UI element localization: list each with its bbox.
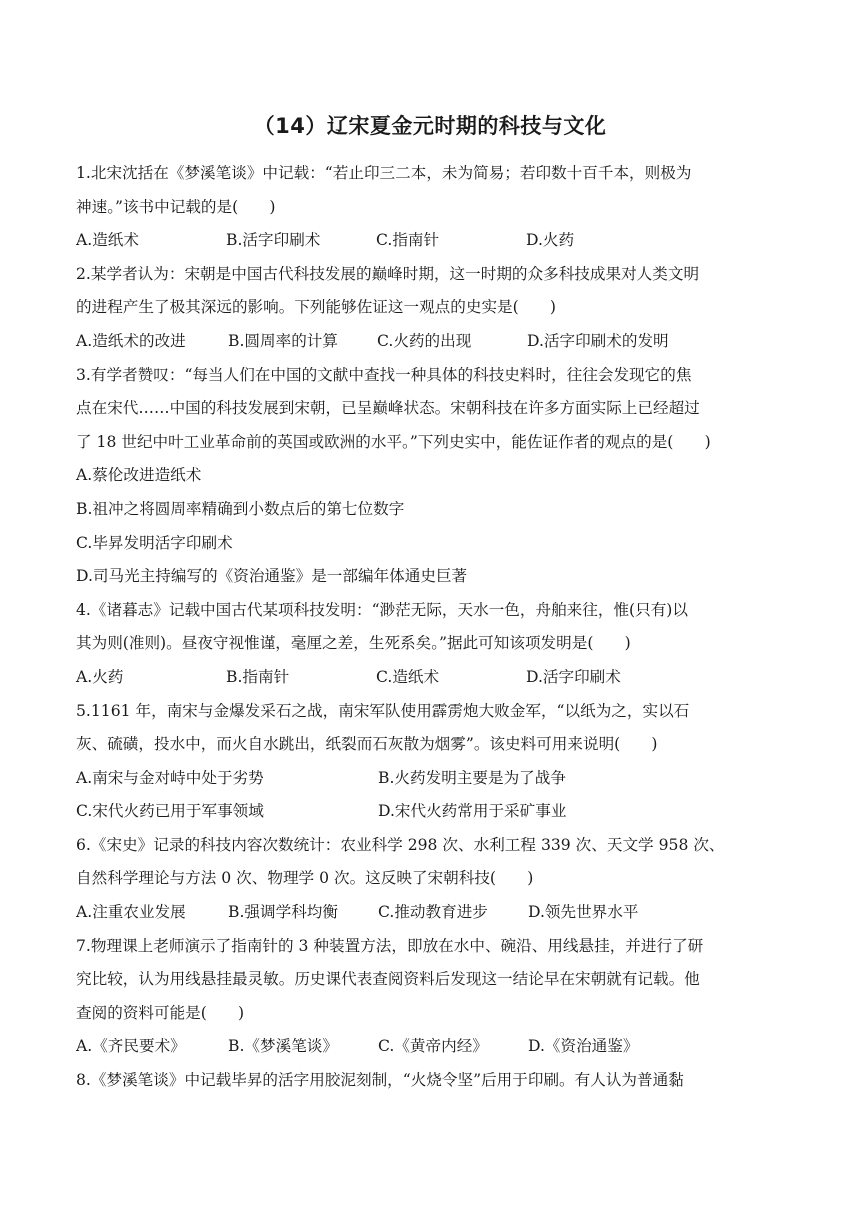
question-7-line-1: 7.物理课上老师演示了指南针的 3 种装置方法，即放在水中、碗沿、用线悬挂，并进行了研 <box>76 936 704 955</box>
question-4-line-2: 其为则(准则)。昼夜守视惟谨，毫厘之差，生死系矣。”据此可知该项发明是( ) <box>76 634 631 653</box>
option-c: C.《黄帝内经》 <box>378 1037 488 1056</box>
option-c: C.指南针 <box>376 231 440 250</box>
question-3-option-a: A.蔡伦改进造纸术 <box>76 466 202 485</box>
option-d: D.活字印刷术的发明 <box>527 331 669 350</box>
option-b: B.《梦溪笔谈》 <box>228 1037 338 1056</box>
question-list <box>76 157 776 1098</box>
option-b: B.火药发明主要是为了战争 <box>378 768 566 787</box>
question-8-line-1: 8.《梦溪笔谈》中记载毕昇的活字用胶泥刻制，“火烧令坚”后用于印刷。有人认为普通黏 <box>76 1071 684 1090</box>
option-a: A.造纸术的改进 <box>76 331 186 350</box>
question-4-line-1: 4.《诸暮志》记载中国古代某项科技发明：“渺茫无际，天水一色，舟舶来往，惟(只有)以 <box>76 600 688 619</box>
question-3-option-c: C.毕昇发明活字印刷术 <box>76 533 233 552</box>
option-a: A.造纸术 <box>76 231 139 250</box>
document-title: （14）辽宋夏金元时期的科技与文化 <box>253 114 607 138</box>
option-d: D.领先世界水平 <box>528 903 639 922</box>
question-6-options <box>76 896 776 930</box>
question-3-option-d: D.司马光主持编写的《资治通鉴》是一部编年体通史巨著 <box>76 567 468 586</box>
question-1-options <box>76 224 776 258</box>
option-c: C.火药的出现 <box>377 331 472 350</box>
option-a: A.南宋与金对峙中处于劣势 <box>76 768 264 787</box>
option-a: A.《齐民要术》 <box>76 1037 186 1056</box>
option-b: B.圆周率的计算 <box>228 331 338 350</box>
question-1-line-1: 1.北宋沈括在《梦溪笔谈》中记载：“若止印三二本，未为简易；若印数十百千本，则极为 <box>76 164 692 182</box>
option-d: D.火药 <box>526 231 575 250</box>
question-6-line-2: 自然科学理论与方法 0 次、物理学 0 次。这反映了宋朝科技( ) <box>76 869 534 888</box>
question-5-line-1: 5.1161 年，南宋与金爆发采石之战，南宋军队使用霹雳炮大败金军，“以纸为之，实以石 <box>76 701 690 720</box>
question-2-line-2: 的进程产生了极其深远的影响。下列能够佐证这一观点的史实是( ) <box>76 298 556 317</box>
question-3-line-2: 点在宋代……中国的科技发展到宋朝，已呈巅峰状态。宋朝科技在许多方面实际上已经超过 <box>76 399 700 418</box>
question-7-options <box>76 1030 776 1064</box>
question-2-line-1: 2.某学者认为：宋朝是中国古代科技发展的巅峰时期，这一时期的众多科技成果对人类文明 <box>76 264 700 283</box>
option-b: B.活字印刷术 <box>226 231 321 250</box>
option-a: A.注重农业发展 <box>76 903 186 922</box>
option-d: D.宋代火药常用于采矿事业 <box>378 802 567 821</box>
option-d: D.活字印刷术 <box>526 667 621 686</box>
question-3-line-3: 了 18 世纪中叶工业革命前的英国或欧洲的水平。”下列史实中，能佐证作者的观点的是( ) <box>76 432 711 451</box>
question-3-option-b: B.祖冲之将圆周率精确到小数点后的第七位数字 <box>76 499 405 518</box>
option-b: B.强调学科均衡 <box>228 903 338 922</box>
question-7-line-3: 查阅的资料可能是( ) <box>76 1003 245 1022</box>
question-3-line-1: 3.有学者赞叹：“每当人们在中国的文献中查找一种具体的科技史料时，往往会发现它的焦 <box>76 365 692 384</box>
question-5-line-2: 灰、硫磺，投水中，而火自水跳出，纸裂而石灰散为烟雾”。该史料可用来说明( ) <box>76 735 658 754</box>
option-c: C.造纸术 <box>376 667 440 686</box>
question-5-options-row-1 <box>76 762 776 796</box>
question-1-line-2: 神速。”该书中记载的是( ) <box>76 197 276 216</box>
question-6-line-1: 6.《宋史》记录的科技内容次数统计：农业科学 298 次、水利工程 339 次、天文学 958 次、 <box>76 835 725 854</box>
question-5-options-row-2 <box>76 795 776 829</box>
question-7-line-2: 究比较，认为用线悬挂最灵敏。历史课代表查阅资料后发现这一结论早在宋朝就有记载。他 <box>76 970 700 989</box>
option-b: B.指南针 <box>226 667 290 686</box>
question-2-options <box>76 325 776 359</box>
option-c: C.宋代火药已用于军事领域 <box>76 802 264 821</box>
option-d: D.《资治通鉴》 <box>528 1037 639 1056</box>
option-c: C.推动教育进步 <box>378 903 488 922</box>
option-a: A.火药 <box>76 667 124 686</box>
question-4-options <box>76 661 776 695</box>
